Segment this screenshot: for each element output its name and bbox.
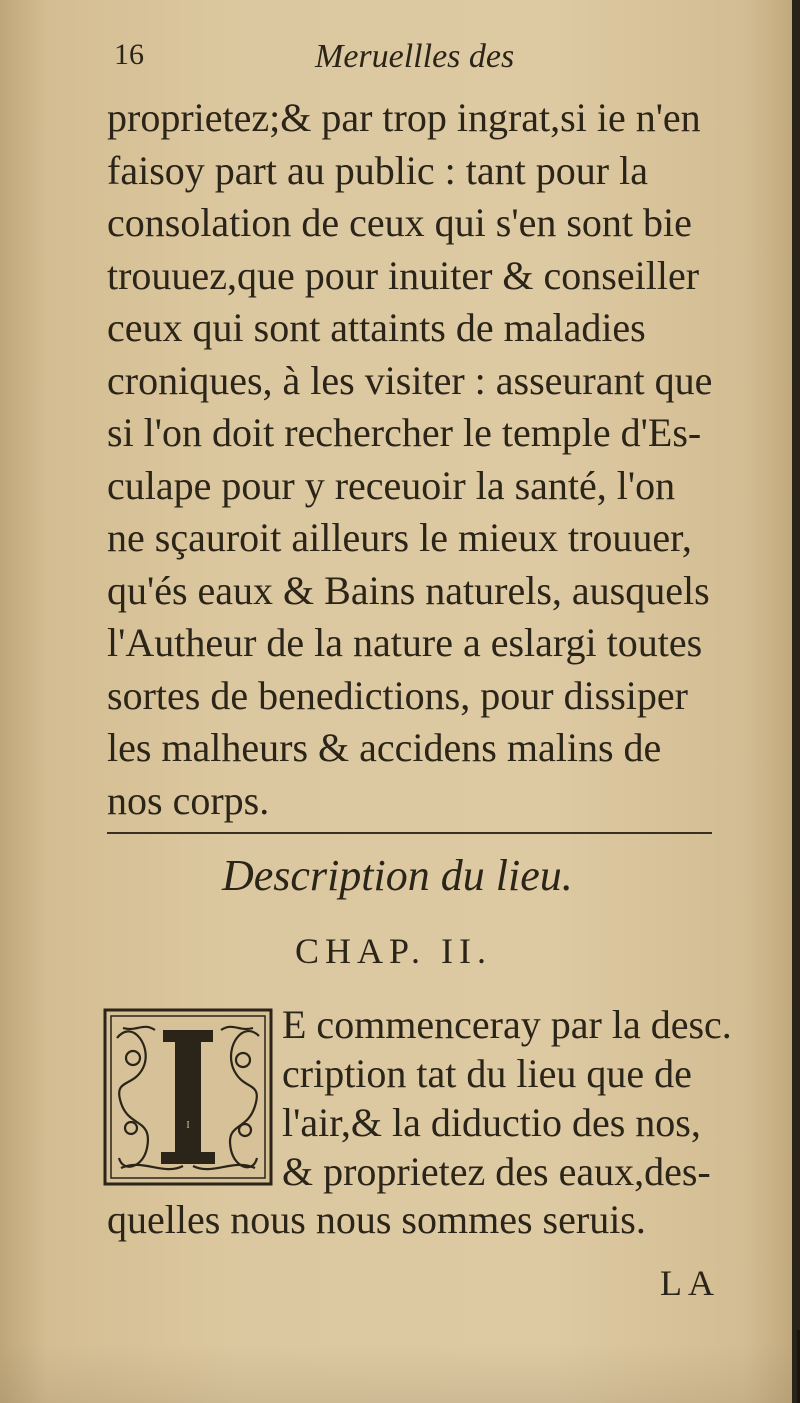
text-line: l'Autheur de la nature a eslargi toutes bbox=[107, 620, 703, 665]
text-line: ceux qui sont attaints de maladies bbox=[107, 305, 646, 350]
text-line: quelles nous nous sommes seruis. bbox=[107, 1197, 646, 1242]
text-line: cription tat du lieu que de bbox=[282, 1051, 692, 1096]
text-line: consolation de ceux qui s'en sont bie bbox=[107, 200, 692, 245]
running-title: Meruellles des bbox=[315, 38, 515, 75]
chapter-heading: CHAP. II. bbox=[295, 931, 493, 971]
chapter-paragraph bbox=[282, 1000, 732, 1196]
section-divider bbox=[107, 832, 712, 834]
text-line: proprietez;& par trop ingrat,si ie n'en bbox=[107, 95, 701, 140]
initial-letter: I bbox=[186, 1120, 190, 1131]
text-line: faisoy part au public : tant pour la bbox=[107, 147, 648, 193]
text-line: qu'és eaux & Bains naturels, ausquels bbox=[107, 567, 710, 613]
catchword: LA bbox=[660, 1263, 720, 1303]
text-line: sortes de benedictions, pour dissiper bbox=[107, 672, 688, 718]
section-title: Description du lieu. bbox=[222, 851, 573, 900]
text-line: croniques, à les visiter : asseurant que bbox=[107, 357, 713, 403]
page-number: 16 bbox=[114, 38, 144, 71]
text-line: l'air,& la diductio des nos, bbox=[282, 1100, 701, 1145]
text-line: & proprietez des eaux,des- bbox=[282, 1149, 711, 1194]
text-line: ne sçauroit ailleurs le mieux trouuer, bbox=[107, 515, 692, 560]
text-line: culape pour y receuoir la santé, l'on bbox=[107, 462, 676, 508]
text-line: trouuez,que pour inuiter & conseiller bbox=[107, 252, 700, 298]
decorated-initial bbox=[103, 1008, 273, 1186]
text-line: E commenceray par la desc. bbox=[282, 1002, 732, 1047]
text-line: nos corps. bbox=[107, 777, 270, 823]
body-paragraph bbox=[107, 92, 747, 827]
page-header bbox=[110, 38, 740, 88]
text-line: si l'on doit rechercher le temple d'Es- bbox=[107, 410, 702, 455]
text-line: les malheurs & accidens malins de bbox=[107, 725, 662, 770]
